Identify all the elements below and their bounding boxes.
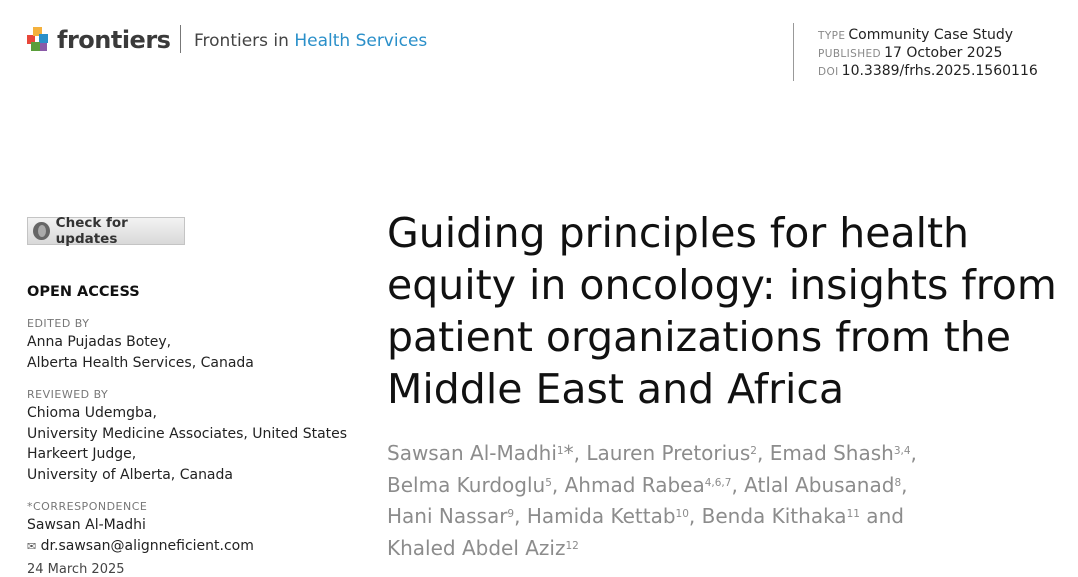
journal-prefix: Frontiers in	[194, 31, 289, 51]
author-name[interactable]: Hamida Kettab	[526, 504, 676, 528]
author-name[interactable]: Benda Kithaka	[701, 504, 847, 528]
author-line	[387, 438, 1067, 470]
author-list	[387, 438, 1067, 564]
author-affiliation-sup: 5	[545, 476, 552, 489]
author-name[interactable]: Sawsan Al-Madhi	[387, 441, 557, 465]
author-star: *	[563, 441, 574, 465]
crossmark-icon	[33, 222, 50, 240]
author-affiliation-sup: 3,4	[893, 445, 911, 457]
frontiers-logo-icon	[27, 27, 51, 53]
meta-divider	[793, 23, 794, 81]
reviewer-1-name: Chioma Udemgba,	[27, 405, 157, 421]
editor-affiliation: Alberta Health Services, Canada	[27, 354, 254, 371]
reviewer-2-name: Harkeert Judge,	[27, 446, 137, 462]
title-line: patient organizations from the	[387, 313, 1011, 361]
logo-divider	[180, 25, 181, 53]
reviewed-by-label: REVIEWED BY	[27, 388, 109, 401]
author-name[interactable]: Atlal Abusanad	[744, 472, 895, 497]
check-for-updates-button[interactable]	[27, 217, 185, 245]
type-label: TYPE	[818, 30, 846, 42]
title-line: Guiding principles for health	[387, 209, 970, 257]
author-name[interactable]: Khaled Abdel Aziz	[387, 535, 566, 560]
author-separator: ,	[573, 441, 587, 465]
article-title	[387, 207, 1077, 415]
reviewed-by-section	[27, 388, 347, 485]
author-separator: ,	[514, 504, 527, 528]
author-name[interactable]: Lauren Pretorius	[586, 441, 751, 465]
edited-by-label: EDITED BY	[27, 317, 90, 330]
doi-link[interactable]: 10.3389/frhs.2025.1560116	[841, 63, 1038, 79]
correspondence-label: *CORRESPONDENCE	[27, 500, 148, 513]
frontiers-logo[interactable]	[27, 25, 170, 55]
doi-label: DOI	[818, 66, 839, 78]
author-affiliation-sup: 12	[565, 539, 579, 552]
published-value: 17 October 2025	[884, 45, 1003, 61]
received-date: 24 March 2025	[27, 562, 125, 577]
author-separator: ,	[901, 472, 908, 497]
author-affiliation-sup: 2	[750, 445, 757, 457]
author-name[interactable]: Emad Shash	[769, 441, 894, 465]
author-separator: ,	[910, 441, 917, 465]
author-name[interactable]: Belma Kurdoglu	[387, 472, 546, 497]
journal-name[interactable]	[194, 31, 427, 51]
reviewer-1-affiliation: University Medicine Associates, United States	[27, 425, 348, 442]
title-line: Middle East and Africa	[387, 365, 845, 413]
author-line	[387, 501, 1067, 533]
edited-by-section	[27, 317, 254, 373]
title-line: equity in oncology: insights from	[387, 261, 1057, 309]
author-affiliation-sup: 8	[894, 476, 902, 489]
correspondence-section	[27, 500, 254, 557]
author-affiliation-sup: 1	[556, 445, 564, 457]
author-separator: ,	[551, 472, 565, 497]
author-affiliation-sup: 11	[846, 508, 860, 520]
author-separator: ,	[731, 472, 745, 497]
article-meta	[818, 27, 1038, 81]
author-line	[387, 533, 1067, 565]
author-separator: and	[859, 504, 904, 528]
correspondence-email-row[interactable]	[27, 536, 254, 558]
editor-name: Anna Pujadas Botey,	[27, 334, 172, 350]
author-affiliation-sup: 10	[675, 508, 689, 520]
correspondence-name: Sawsan Al-Madhi	[27, 517, 146, 533]
published-label: PUBLISHED	[818, 48, 882, 60]
author-line	[387, 470, 1067, 502]
author-separator: ,	[756, 441, 770, 465]
author-name[interactable]: Ahmad Rabea	[564, 472, 705, 497]
check-updates-label: Check for updates	[55, 215, 128, 247]
logo-wordmark: frontiers	[57, 26, 171, 54]
author-affiliation-sup: 9	[507, 508, 515, 520]
open-access-label: OPEN ACCESS	[27, 284, 140, 300]
reviewer-2-affiliation: University of Alberta, Canada	[27, 466, 233, 483]
correspondence-email[interactable]: dr.sawsan@alignneficient.com	[40, 537, 254, 554]
author-affiliation-sup: 4,6,7	[704, 476, 732, 489]
author-separator: ,	[688, 504, 702, 528]
journal-accent: Health Services	[294, 31, 428, 51]
type-value: Community Case Study	[848, 27, 1014, 43]
envelope-icon: ✉	[27, 539, 37, 553]
author-name[interactable]: Hani Nassar	[387, 504, 508, 528]
